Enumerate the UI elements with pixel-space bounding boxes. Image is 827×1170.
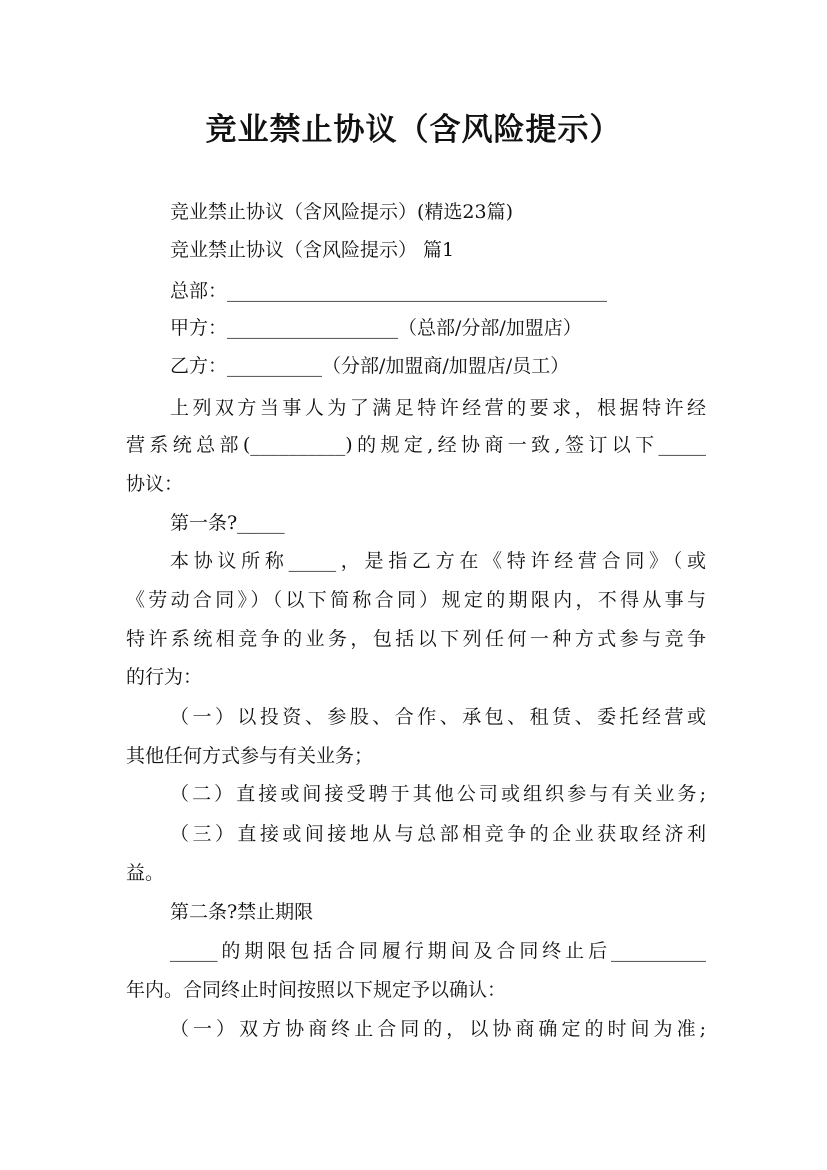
document-title: 竞业禁止协议（含风险提示）: [205, 112, 622, 148]
article-heading: 第二条?禁止期限: [170, 901, 314, 923]
party-b-field: 乙方：__________（分部/加盟商/加盟店/员工）: [170, 355, 570, 377]
list-item-line: （二）直接或间接受聘于其他公司或组织参与有关业务;: [170, 783, 706, 805]
paragraph-line: 《劳动合同》）（以下简称合同）规定的期限内，不得从事与: [126, 589, 706, 611]
paragraph-line: 年内。合同终止时间按照以下规定予以确认：: [126, 979, 507, 1001]
subtitle-line: 竞业禁止协议（含风险提示）(精选23篇): [170, 201, 514, 223]
paragraph-line: 的行为：: [126, 666, 203, 688]
paragraph-line: _____的期限包括合同履行期间及合同终止后__________: [170, 940, 706, 962]
paragraph-line: 协议：: [126, 473, 184, 495]
paragraph-line: 上列双方当事人为了满足特许经营的要求，根据特许经: [170, 397, 706, 419]
list-item-line: 益。: [126, 862, 165, 884]
article-heading: 第一条?_____: [170, 512, 285, 534]
paragraph-line: 特许系统相竞争的业务，包括以下列任何一种方式参与竞争: [126, 628, 706, 650]
party-a-field: 甲方：__________________（总部/分部/加盟店）: [170, 317, 582, 339]
section-heading: 竞业禁止协议（含风险提示） 篇1: [170, 239, 455, 261]
list-item-line: （三）直接或间接地从与总部相竞争的企业获取经济利: [170, 823, 706, 845]
list-item-line: （一）双方协商终止合同的，以协商确定的时间为准;: [170, 1018, 706, 1040]
headquarters-field: 总部：________________________________________: [170, 280, 608, 302]
list-item-line: （一）以投资、参股、合作、承包、租赁、委托经营或: [170, 706, 706, 728]
paragraph-line: 营系统总部(__________)的规定,经协商一致,签订以下_____: [126, 434, 706, 456]
list-item-line: 其他任何方式参与有关业务；: [126, 745, 374, 767]
paragraph-line: 本协议所称_____，是指乙方在《特许经营合同》（或: [170, 550, 706, 572]
